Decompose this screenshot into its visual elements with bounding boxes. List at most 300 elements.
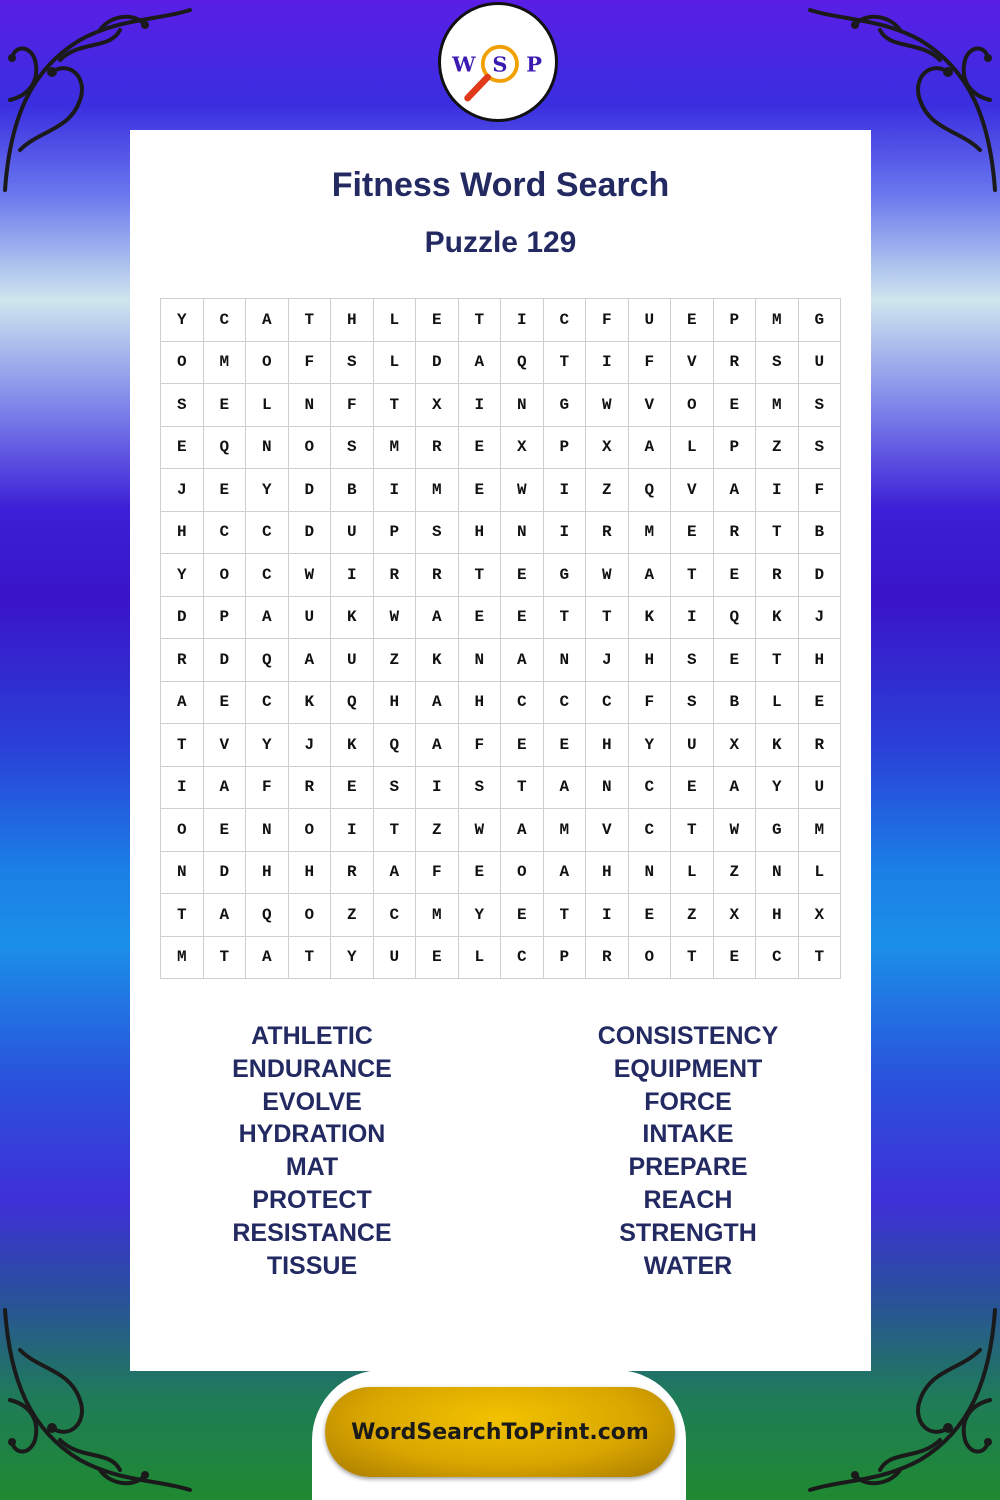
grid-cell[interactable]: B <box>331 469 374 512</box>
word-list-item: EQUIPMENT <box>613 1054 763 1083</box>
grid-cell[interactable]: L <box>756 681 799 724</box>
grid-cell[interactable]: Z <box>586 469 629 512</box>
grid-cell[interactable]: K <box>416 639 459 682</box>
grid-cell[interactable]: A <box>628 554 671 597</box>
grid-cell[interactable]: I <box>671 596 714 639</box>
grid-cell[interactable]: L <box>671 851 714 894</box>
grid-cell[interactable]: K <box>628 596 671 639</box>
grid-cell[interactable]: A <box>501 639 544 682</box>
grid-cell[interactable]: K <box>756 596 799 639</box>
word-list-item: ENDURANCE <box>232 1054 392 1083</box>
grid-cell[interactable]: I <box>543 511 586 554</box>
grid-cell[interactable]: T <box>671 936 714 979</box>
grid-cell[interactable]: I <box>373 469 416 512</box>
grid-cell[interactable]: E <box>798 681 841 724</box>
grid-cell[interactable]: A <box>543 766 586 809</box>
grid-cell[interactable]: U <box>331 511 374 554</box>
grid-cell[interactable]: U <box>798 766 841 809</box>
grid-cell[interactable]: T <box>543 341 586 384</box>
grid-cell[interactable]: Y <box>756 766 799 809</box>
grid-cell[interactable]: C <box>203 511 246 554</box>
grid-cell[interactable]: W <box>713 809 756 852</box>
grid-cell[interactable]: Y <box>458 894 501 937</box>
puzzle-sheet <box>130 130 871 1371</box>
grid-cell[interactable]: E <box>501 554 544 597</box>
grid-cell[interactable]: J <box>586 639 629 682</box>
grid-cell[interactable]: H <box>458 681 501 724</box>
grid-cell[interactable]: E <box>458 469 501 512</box>
grid-cell[interactable]: A <box>416 724 459 767</box>
grid-cell[interactable]: M <box>203 341 246 384</box>
grid-cell[interactable]: Y <box>331 936 374 979</box>
grid-cell[interactable]: P <box>543 936 586 979</box>
grid-cell[interactable]: V <box>203 724 246 767</box>
grid-cell[interactable]: Z <box>416 809 459 852</box>
grid-cell[interactable]: F <box>628 681 671 724</box>
grid-cell[interactable]: L <box>373 299 416 342</box>
site-banner[interactable] <box>325 1387 675 1477</box>
grid-row <box>161 469 841 512</box>
grid-cell[interactable]: A <box>203 894 246 937</box>
grid-cell[interactable]: E <box>331 766 374 809</box>
grid-row <box>161 809 841 852</box>
grid-cell[interactable]: M <box>416 894 459 937</box>
site-link[interactable]: WordSearchToPrint.com <box>351 1419 649 1445</box>
puzzle-number: Puzzle 129 <box>424 226 577 259</box>
grid-cell[interactable]: S <box>373 766 416 809</box>
grid-cell[interactable]: C <box>501 681 544 724</box>
grid-cell[interactable]: A <box>713 766 756 809</box>
grid-cell[interactable]: Y <box>246 469 289 512</box>
grid-cell[interactable]: H <box>798 639 841 682</box>
grid-cell[interactable]: R <box>373 554 416 597</box>
grid-cell[interactable]: A <box>246 596 289 639</box>
grid-cell[interactable]: E <box>713 639 756 682</box>
grid-cell[interactable]: R <box>331 851 374 894</box>
grid-cell[interactable]: D <box>161 596 204 639</box>
grid-cell[interactable]: Q <box>373 724 416 767</box>
grid-cell[interactable]: P <box>203 596 246 639</box>
grid-cell[interactable]: R <box>586 511 629 554</box>
grid-cell[interactable]: E <box>203 681 246 724</box>
grid-cell[interactable]: W <box>501 469 544 512</box>
grid-cell[interactable]: C <box>246 511 289 554</box>
grid-cell[interactable]: E <box>628 894 671 937</box>
grid-cell[interactable]: O <box>161 341 204 384</box>
grid-cell[interactable]: T <box>373 384 416 427</box>
grid-cell[interactable]: N <box>501 384 544 427</box>
grid-cell[interactable]: N <box>161 851 204 894</box>
word-list-item: RESISTANCE <box>232 1218 392 1247</box>
grid-cell[interactable]: S <box>671 681 714 724</box>
grid-cell[interactable]: W <box>373 596 416 639</box>
grid-cell[interactable]: C <box>373 894 416 937</box>
grid-cell[interactable]: O <box>288 426 331 469</box>
grid-row <box>161 299 841 342</box>
grid-cell[interactable]: T <box>798 936 841 979</box>
grid-cell[interactable]: H <box>586 851 629 894</box>
grid-cell[interactable]: U <box>373 936 416 979</box>
grid-cell[interactable]: E <box>501 596 544 639</box>
grid-cell[interactable]: I <box>586 894 629 937</box>
grid-cell[interactable]: F <box>628 341 671 384</box>
grid-cell[interactable]: H <box>331 299 374 342</box>
grid-cell[interactable]: O <box>203 554 246 597</box>
grid-cell[interactable]: X <box>416 384 459 427</box>
grid-cell[interactable]: S <box>161 384 204 427</box>
grid-cell[interactable]: C <box>246 554 289 597</box>
grid-cell[interactable]: H <box>373 681 416 724</box>
grid-cell[interactable]: P <box>713 426 756 469</box>
grid-cell[interactable]: T <box>671 809 714 852</box>
grid-cell[interactable]: T <box>458 299 501 342</box>
grid-cell[interactable]: A <box>373 851 416 894</box>
grid-cell[interactable]: E <box>543 724 586 767</box>
grid-cell[interactable]: E <box>713 554 756 597</box>
grid-cell[interactable]: C <box>501 936 544 979</box>
grid-cell[interactable]: M <box>798 809 841 852</box>
grid-cell[interactable]: C <box>628 766 671 809</box>
grid-cell[interactable]: C <box>543 299 586 342</box>
grid-cell[interactable]: E <box>458 426 501 469</box>
grid-cell[interactable]: U <box>288 596 331 639</box>
grid-cell[interactable]: D <box>288 511 331 554</box>
grid-cell[interactable]: S <box>756 341 799 384</box>
grid-cell[interactable]: E <box>713 384 756 427</box>
grid-cell[interactable]: W <box>288 554 331 597</box>
grid-cell[interactable]: V <box>671 469 714 512</box>
grid-cell[interactable]: E <box>458 596 501 639</box>
grid-cell[interactable]: R <box>161 639 204 682</box>
grid-cell[interactable]: A <box>203 766 246 809</box>
grid-cell[interactable]: O <box>246 341 289 384</box>
grid-cell[interactable]: N <box>501 511 544 554</box>
grid-cell[interactable]: U <box>671 724 714 767</box>
grid-cell[interactable]: M <box>416 469 459 512</box>
letter-grid <box>160 298 841 979</box>
grid-cell[interactable]: S <box>798 426 841 469</box>
grid-row <box>161 639 841 682</box>
grid-cell[interactable]: I <box>331 554 374 597</box>
grid-cell[interactable]: D <box>288 469 331 512</box>
grid-cell[interactable]: J <box>161 469 204 512</box>
grid-cell[interactable]: U <box>628 299 671 342</box>
grid-cell[interactable]: E <box>416 299 459 342</box>
grid-cell[interactable]: E <box>458 851 501 894</box>
grid-cell[interactable]: P <box>543 426 586 469</box>
word-list-item: WATER <box>643 1251 733 1280</box>
grid-cell[interactable]: U <box>331 639 374 682</box>
grid-cell[interactable]: D <box>203 639 246 682</box>
grid-cell[interactable]: T <box>543 894 586 937</box>
grid-cell[interactable]: H <box>288 851 331 894</box>
grid-cell[interactable]: I <box>416 766 459 809</box>
grid-cell[interactable]: M <box>628 511 671 554</box>
word-list-item: FORCE <box>644 1087 732 1116</box>
grid-cell[interactable]: Q <box>713 596 756 639</box>
grid-row <box>161 936 841 979</box>
grid-cell[interactable]: L <box>671 426 714 469</box>
grid-row <box>161 426 841 469</box>
grid-cell[interactable]: H <box>756 894 799 937</box>
grid-cell[interactable]: M <box>756 384 799 427</box>
grid-cell[interactable]: I <box>586 341 629 384</box>
grid-cell[interactable]: X <box>501 426 544 469</box>
grid-cell[interactable]: X <box>713 894 756 937</box>
grid-row <box>161 554 841 597</box>
grid-cell[interactable]: G <box>543 554 586 597</box>
grid-cell[interactable]: W <box>586 554 629 597</box>
grid-cell[interactable]: C <box>628 809 671 852</box>
grid-cell[interactable]: N <box>458 639 501 682</box>
grid-cell[interactable]: Q <box>628 469 671 512</box>
word-list-item: PROTECT <box>252 1185 372 1214</box>
grid-cell[interactable]: I <box>501 299 544 342</box>
grid-cell[interactable]: B <box>713 681 756 724</box>
grid-cell[interactable]: C <box>246 681 289 724</box>
grid-cell[interactable]: T <box>161 894 204 937</box>
grid-cell[interactable]: Y <box>161 299 204 342</box>
grid-row <box>161 511 841 554</box>
grid-row <box>161 851 841 894</box>
word-list-item: PREPARE <box>628 1153 748 1182</box>
grid-cell[interactable]: A <box>288 639 331 682</box>
wsp-logo[interactable] <box>438 2 558 122</box>
grid-cell[interactable]: L <box>373 341 416 384</box>
grid-cell[interactable]: H <box>246 851 289 894</box>
grid-cell[interactable]: L <box>246 384 289 427</box>
grid-cell[interactable]: E <box>203 469 246 512</box>
grid-row <box>161 681 841 724</box>
grid-cell[interactable]: T <box>543 596 586 639</box>
grid-cell[interactable]: Q <box>331 681 374 724</box>
logo-letter-s: S <box>492 51 508 77</box>
grid-cell[interactable]: A <box>713 469 756 512</box>
grid-cell[interactable]: K <box>288 681 331 724</box>
grid-cell[interactable]: T <box>288 299 331 342</box>
word-list-item: TISSUE <box>266 1251 358 1280</box>
grid-cell[interactable]: V <box>671 341 714 384</box>
grid-cell[interactable]: I <box>331 809 374 852</box>
grid-cell[interactable]: N <box>586 766 629 809</box>
grid-cell[interactable]: J <box>798 596 841 639</box>
grid-cell[interactable]: O <box>161 809 204 852</box>
grid-cell[interactable]: X <box>798 894 841 937</box>
grid-cell[interactable]: F <box>458 724 501 767</box>
grid-row <box>161 724 841 767</box>
grid-cell[interactable]: R <box>756 554 799 597</box>
grid-row <box>161 596 841 639</box>
grid-cell[interactable]: L <box>458 936 501 979</box>
grid-cell[interactable]: W <box>586 384 629 427</box>
grid-cell[interactable]: T <box>501 766 544 809</box>
grid-cell[interactable]: O <box>288 894 331 937</box>
grid-cell[interactable]: Y <box>161 554 204 597</box>
grid-row <box>161 894 841 937</box>
grid-cell[interactable]: E <box>671 766 714 809</box>
grid-cell[interactable]: T <box>671 554 714 597</box>
grid-cell[interactable]: S <box>458 766 501 809</box>
grid-cell[interactable]: G <box>756 809 799 852</box>
grid-cell[interactable]: N <box>543 639 586 682</box>
grid-cell[interactable]: A <box>628 426 671 469</box>
grid-cell[interactable]: T <box>203 936 246 979</box>
grid-cell[interactable]: J <box>288 724 331 767</box>
grid-cell[interactable]: L <box>798 851 841 894</box>
grid-cell[interactable]: C <box>756 936 799 979</box>
grid-cell[interactable]: X <box>586 426 629 469</box>
grid-cell[interactable]: C <box>203 299 246 342</box>
grid-cell[interactable]: M <box>543 809 586 852</box>
grid-cell[interactable]: R <box>288 766 331 809</box>
grid-cell[interactable]: Y <box>246 724 289 767</box>
grid-cell[interactable]: S <box>331 341 374 384</box>
grid-cell[interactable]: Q <box>203 426 246 469</box>
grid-cell[interactable]: K <box>331 596 374 639</box>
grid-cell[interactable]: E <box>416 936 459 979</box>
grid-cell[interactable]: M <box>756 299 799 342</box>
grid-cell[interactable]: D <box>416 341 459 384</box>
grid-cell[interactable]: I <box>756 469 799 512</box>
grid-cell[interactable]: R <box>713 341 756 384</box>
grid-cell[interactable]: R <box>416 554 459 597</box>
word-list-item: HYDRATION <box>238 1120 386 1149</box>
grid-cell[interactable]: K <box>331 724 374 767</box>
grid-cell[interactable]: N <box>628 851 671 894</box>
grid-cell[interactable]: O <box>288 809 331 852</box>
grid-cell[interactable]: A <box>161 681 204 724</box>
grid-cell[interactable]: E <box>501 724 544 767</box>
grid-cell[interactable]: M <box>161 936 204 979</box>
grid-cell[interactable]: F <box>246 766 289 809</box>
grid-cell[interactable]: Z <box>713 851 756 894</box>
word-list-item: STRENGTH <box>619 1218 757 1247</box>
grid-cell[interactable]: T <box>586 596 629 639</box>
grid-cell[interactable]: Y <box>628 724 671 767</box>
grid-cell[interactable]: O <box>671 384 714 427</box>
grid-cell[interactable]: Q <box>246 894 289 937</box>
grid-cell[interactable]: W <box>458 809 501 852</box>
grid-cell[interactable]: F <box>586 299 629 342</box>
word-list-item: MAT <box>285 1153 339 1182</box>
word-list-item: REACH <box>643 1185 733 1214</box>
grid-cell[interactable]: H <box>628 639 671 682</box>
grid-cell[interactable]: F <box>416 851 459 894</box>
grid-cell[interactable]: A <box>501 809 544 852</box>
grid-cell[interactable]: P <box>373 511 416 554</box>
grid-cell[interactable]: E <box>203 809 246 852</box>
grid-cell[interactable]: R <box>798 724 841 767</box>
grid-cell[interactable]: F <box>798 469 841 512</box>
grid-cell[interactable]: K <box>756 724 799 767</box>
grid-cell[interactable]: E <box>671 299 714 342</box>
grid-cell[interactable]: N <box>246 426 289 469</box>
grid-row <box>161 766 841 809</box>
grid-cell[interactable]: S <box>798 384 841 427</box>
grid-cell[interactable]: O <box>628 936 671 979</box>
grid-cell[interactable]: A <box>246 936 289 979</box>
grid-cell[interactable]: R <box>586 936 629 979</box>
grid-cell[interactable]: O <box>501 851 544 894</box>
grid-cell[interactable]: H <box>161 511 204 554</box>
grid-cell[interactable]: Z <box>671 894 714 937</box>
grid-cell[interactable]: U <box>798 341 841 384</box>
grid-cell[interactable]: V <box>586 809 629 852</box>
grid-cell[interactable]: H <box>586 724 629 767</box>
grid-cell[interactable]: S <box>331 426 374 469</box>
puzzle-title: Fitness Word Search <box>331 166 670 204</box>
grid-cell[interactable]: A <box>416 596 459 639</box>
grid-cell[interactable]: A <box>246 299 289 342</box>
grid-cell[interactable]: I <box>458 384 501 427</box>
grid-cell[interactable]: F <box>331 384 374 427</box>
grid-cell[interactable]: X <box>713 724 756 767</box>
grid-cell[interactable]: N <box>246 809 289 852</box>
logo-letter-w: W <box>452 51 476 77</box>
grid-cell[interactable]: T <box>161 724 204 767</box>
word-list-item: INTAKE <box>642 1120 734 1149</box>
grid-cell[interactable]: P <box>713 299 756 342</box>
grid-cell[interactable]: Q <box>246 639 289 682</box>
grid-cell[interactable]: G <box>543 384 586 427</box>
grid-cell[interactable]: A <box>416 681 459 724</box>
grid-cell[interactable]: Q <box>501 341 544 384</box>
grid-cell[interactable]: A <box>458 341 501 384</box>
grid-cell[interactable]: Z <box>331 894 374 937</box>
grid-cell[interactable]: A <box>543 851 586 894</box>
grid-cell[interactable]: D <box>798 554 841 597</box>
grid-cell[interactable]: G <box>798 299 841 342</box>
grid-cell[interactable]: I <box>161 766 204 809</box>
grid-cell[interactable]: Z <box>756 426 799 469</box>
word-list-item: EVOLVE <box>262 1087 362 1116</box>
grid-cell[interactable]: T <box>756 639 799 682</box>
grid-cell[interactable]: E <box>203 384 246 427</box>
grid-cell[interactable]: E <box>713 936 756 979</box>
word-list-left <box>162 1020 462 1282</box>
grid-cell[interactable]: N <box>288 384 331 427</box>
magnifier-icon <box>441 5 555 119</box>
grid-cell[interactable]: S <box>416 511 459 554</box>
grid-cell[interactable]: T <box>288 936 331 979</box>
grid-cell[interactable]: N <box>756 851 799 894</box>
grid-cell[interactable]: E <box>501 894 544 937</box>
logo-letter-p: P <box>526 51 542 77</box>
grid-cell[interactable]: E <box>161 426 204 469</box>
grid-cell[interactable]: H <box>458 511 501 554</box>
grid-cell[interactable]: B <box>798 511 841 554</box>
grid-cell[interactable]: F <box>288 341 331 384</box>
grid-row <box>161 384 841 427</box>
word-list-item: ATHLETIC <box>251 1022 373 1050</box>
grid-cell[interactable]: V <box>628 384 671 427</box>
grid-cell[interactable]: I <box>543 469 586 512</box>
grid-cell[interactable]: C <box>586 681 629 724</box>
grid-cell[interactable]: R <box>416 426 459 469</box>
grid-cell[interactable]: C <box>543 681 586 724</box>
grid-cell[interactable]: T <box>458 554 501 597</box>
grid-cell[interactable]: E <box>671 511 714 554</box>
grid-cell[interactable]: Z <box>373 639 416 682</box>
grid-cell[interactable]: T <box>756 511 799 554</box>
word-list-item: CONSISTENCY <box>597 1022 779 1050</box>
word-list-right <box>538 1020 838 1282</box>
grid-cell[interactable]: R <box>713 511 756 554</box>
grid-cell[interactable]: S <box>671 639 714 682</box>
grid-cell[interactable]: M <box>373 426 416 469</box>
grid-cell[interactable]: T <box>373 809 416 852</box>
grid-cell[interactable]: D <box>203 851 246 894</box>
